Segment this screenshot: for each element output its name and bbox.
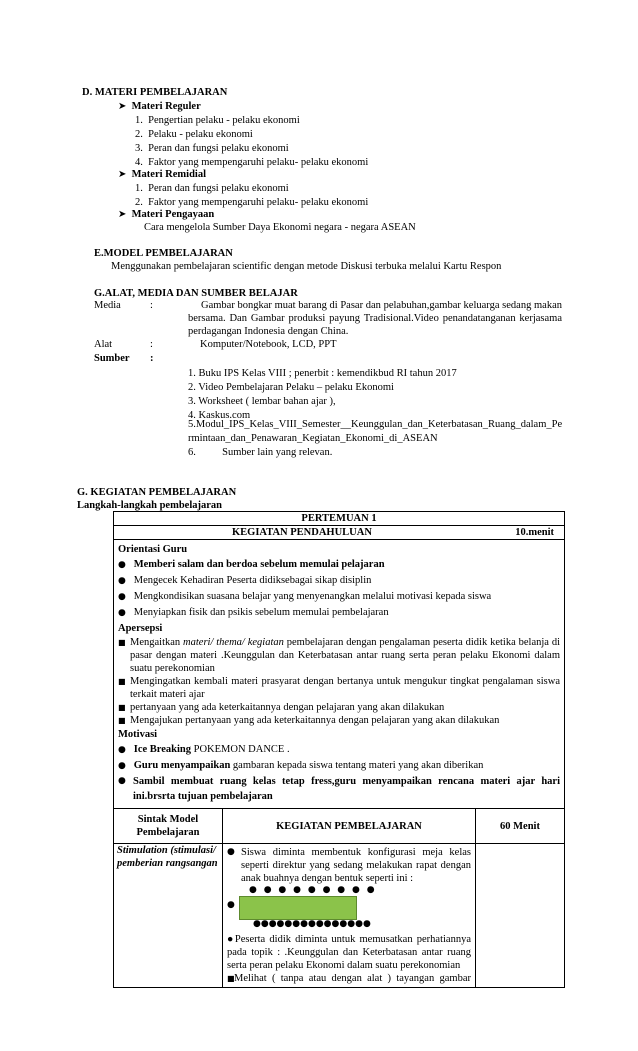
list-item: ■ pertanyaan yang ada keterkaitannya dengan pelajaran yang akan dilakukan [118,702,445,713]
list-item: ●Peserta didik diminta untuk memusatkan perhatiannya pada topik : .Keunggulan dan Keterbatasan antar ruang serta peran pelaku Ekonomi dalam suatu perekonomian [227,934,471,971]
motivasi-title: Motivasi [118,729,158,740]
list-item: 4. Faktor yang mempengaruhi pelaku- pelaku ekonomi [135,157,369,168]
list-item: 2. Video Pembelajaran Pelaku – pelaku Ekonomi [188,382,394,393]
list-item: 1. Peran dan fungsi pelaku ekonomi [135,183,289,194]
meeting-table-shape [239,896,357,920]
left-chair: ● [227,900,235,910]
pertemuan-header: PERTEMUAN 1 [114,512,565,526]
sumber-label: Sumber [94,353,130,364]
section-d-title: D. MATERI PEMBELAJARAN [82,87,228,98]
list-item: ● Mengkondisikan suasana belajar yang menyenangkan melalui motivasi kepada siswa [118,591,492,602]
list-item: ● Guru menyampaikan gambaran kepada siswa tentang materi yang akan diberikan [118,760,484,771]
arrow-icon: ➤ [118,101,127,112]
list-item: ● Siswa diminta membentuk konfigurasi meja kelas seperti direktur yang sedang melakukan rapat dengan anak buahnya dengan bentuk seperti ini : [227,847,471,884]
list-item: 2. Faktor yang mempengaruhi pelaku- pelaku ekonomi [135,197,369,208]
materi-reguler-heading: ➤ Materi Reguler [118,101,201,112]
table-diagram [227,885,471,933]
section-e-title: E.MODEL PEMBELAJARAN [94,248,233,259]
header-sintak: Sintak Model Pembelajaran [114,809,223,844]
materi-pengayaan-heading: ➤ Materi Pengayaan [118,209,215,220]
alat-label: Alat [94,339,113,350]
top-chairs: ● ● ● ● ● ● ● ● ● [249,885,377,895]
list-item: ■ Mengajukan pertanyaan yang ada keterkaitannya dengan pelajaran yang akan dilakukan [118,715,500,726]
header-time: 60 Menit [476,809,565,844]
orientasi-title: Orientasi Guru [118,544,188,555]
colon: : [150,300,153,311]
list-item: 3. Worksheet ( lembar bahan ajar ), [188,396,336,407]
arrow-icon: ➤ [118,169,127,180]
list-item: 1. Buku IPS Kelas VIII ; penerbit : kemendikbud RI tahun 2017 [188,368,457,379]
colon: : [150,353,154,364]
list-item: 6. Sumber lain yang relevan. [188,447,333,458]
materi-remidial-heading: ➤ Materi Remidial [118,169,206,180]
list-item: 3. Peran dan fungsi pelaku ekonomi [135,143,289,154]
pendahuluan-header: KEGIATAN PENDAHULUAN 10.menit [114,526,565,540]
colon: : [150,339,153,350]
alat-text: Komputer/Notebook, LCD, PPT [200,339,337,350]
model-text: Menggunakan pembelajaran scientific dengan metode Diskusi terbuka melalui Kartu Respon [111,261,502,272]
apersepsi-title: Apersepsi [118,623,163,634]
list-item: 2. Pelaku - pelaku ekonomi [135,129,253,140]
stim-time [476,844,565,988]
stim-body [223,844,476,988]
list-item: ■ Mengingatkan kembali materi prasyarat dengan bertanya untuk mengukur tingkat pengalaman siswa terkait materi ajar [118,676,560,700]
list-item: ■ Mengaitkan materi/ thema/ kegiatan pembelajaran dengan pengalaman peserta didik ketika belanja di pasar dengan materi .Keunggulan dan Keterbatasan antar ruang serta peran pelaku Ekonomi dalam suatu perekonomian [118,637,560,674]
media-label: Media [94,300,121,311]
section-g-alat-title: G.ALAT, MEDIA DAN SUMBER BELAJAR [94,288,298,299]
arrow-icon: ➤ [118,209,127,220]
list-item: 1. Pengertian pelaku - pelaku ekonomi [135,115,300,126]
list-item: ● Ice Breaking POKEMON DANCE . [118,744,290,755]
list-item: ■ Melihat ( tanpa atau dengan alat ) tayangan gambar [227,973,471,984]
bottom-chairs: ●●●●●●●●●●●●●●● [253,919,371,929]
section-g-kegiatan-title: G. KEGIATAN PEMBELAJARAN [77,487,237,498]
list-item: ● Menyiapkan fisik dan psikis sebelum memulai pembelajaran [118,607,389,618]
media-text: Gambar bongkar muat barang di Pasar dan pelabuhan,gambar keluarga sedang makan bersama. Dan Gambar produksi payung Tradisional.Video penandatanganan kerjasama perdagangan Indonesia dengan China. [188,300,562,337]
list-item: ● Mengecek Kehadiran Peserta didiksebagai sikap disiplin [118,575,372,586]
list-item: ● Sambil membuat ruang kelas tetap fress,guru menyampaikan rencana materi ajar hari ini.brsrta tujuan pembelajaran [118,776,560,802]
pengayaan-text: Cara mengelola Sumber Daya Ekonomi negara - negara ASEAN [144,222,416,233]
langkah-subtitle: Langkah-langkah pembelajaran [77,500,222,511]
header-kegiatan: KEGIATAN PEMBELAJARAN [223,809,476,844]
kegiatan-table [113,511,565,988]
list-item: 5.Modul_IPS_Kelas_VIII_Semester__Keunggulan_dan_Keterbatasan_Ruang_dalam_Permintaan_dan_Penawaran_Kegiatan_Ekonomi_di_ASEAN [188,419,563,444]
list-item: 4. Kaskus.com [188,410,251,421]
list-item: ● Memberi salam dan berdoa sebelum memulai pelajaran [118,559,385,570]
pendahuluan-body [114,540,565,809]
stim-label: Stimulation (stimulasi/ pemberian rangsangan [114,844,223,988]
